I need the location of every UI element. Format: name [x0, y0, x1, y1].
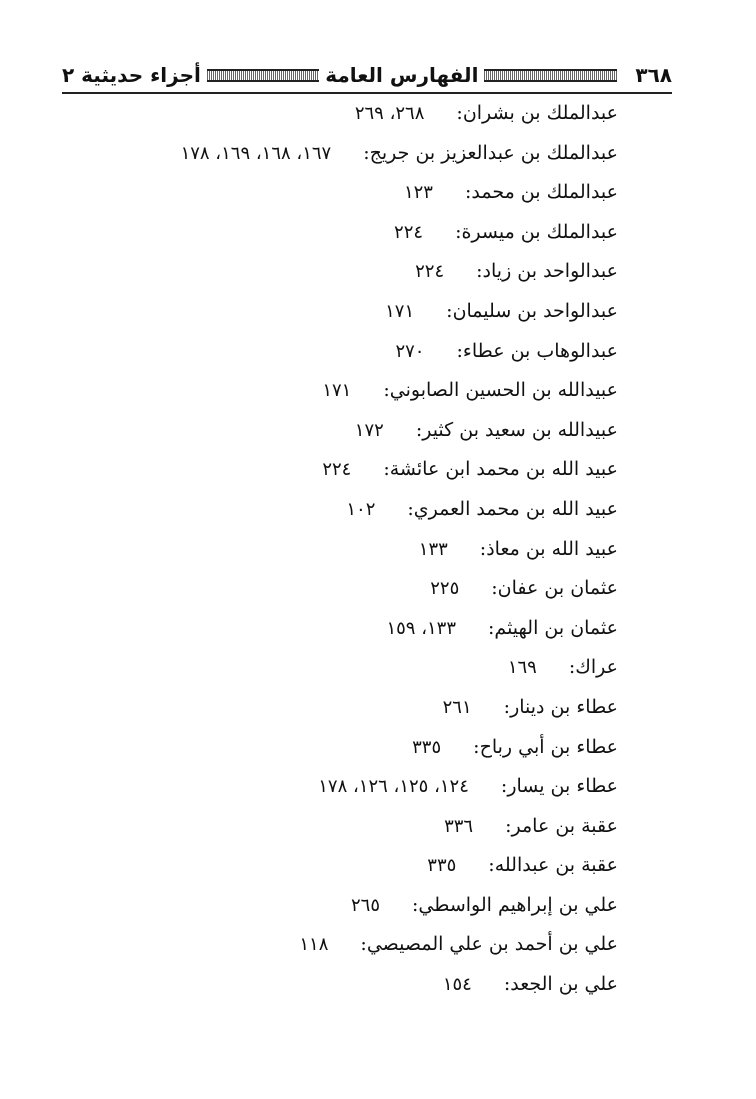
- entry-separator: :: [479, 537, 487, 560]
- entry-name: علي بن إبراهيم الواسطي: [418, 893, 618, 916]
- entry-name: عطاء بن يسار: [507, 775, 618, 798]
- index-entry: [58, 925, 618, 965]
- header-ornament-middle: [484, 69, 617, 82]
- entry-name: عبدالملك بن عبدالعزيز بن جريج: [369, 141, 618, 164]
- entry-pages: ١٣٣، ١٥٩: [386, 617, 457, 639]
- entry-separator: :: [503, 973, 511, 996]
- entry-pages: ١٢٤، ١٢٥، ١٢٦، ١٧٨: [318, 776, 469, 798]
- entry-name: عبيد الله بن محمد العمري: [413, 497, 618, 520]
- book-title: أجزاء حديثية ٢: [62, 63, 201, 87]
- entry-pages: ٢٢٤: [322, 459, 352, 481]
- entry-separator: :: [476, 260, 483, 283]
- entry-pages: ١٧١: [322, 380, 352, 402]
- entry-name: عبدالوهاب بن عطاء: [462, 339, 618, 362]
- entry-name: عبدالملك بن ميسرة: [461, 220, 618, 243]
- entry-separator: :: [407, 497, 414, 520]
- entry-pages: ٣٣٦: [444, 815, 474, 837]
- entry-separator: :: [491, 577, 498, 600]
- index-entry: [58, 688, 618, 728]
- index-entry: [58, 134, 618, 174]
- entry-name: عبيد الله بن معاذ: [486, 537, 618, 560]
- entry-name: عبدالملك بن محمد: [471, 181, 618, 204]
- entry-name: عراك: [575, 656, 618, 679]
- index-entry: [58, 411, 618, 451]
- section-title: الفهارس العامة: [325, 63, 479, 87]
- entry-pages: ٢٦١: [442, 696, 472, 718]
- entry-separator: :: [500, 775, 508, 798]
- index-entry: [58, 965, 618, 1005]
- entry-name: عبدالواحد بن سليمان: [452, 299, 618, 322]
- index-entry: [58, 767, 618, 807]
- index-entry: [58, 886, 618, 926]
- index-entry: [58, 213, 618, 253]
- entry-pages: ١٦٩: [507, 657, 537, 679]
- index-entry: [58, 450, 618, 490]
- entry-pages: ١٧٢: [354, 419, 384, 441]
- page-number: ٣٦٨: [635, 63, 672, 87]
- entry-pages: ١٠٢: [346, 498, 376, 520]
- entry-pages: ١٦٧، ١٦٨، ١٦٩، ١٧٨: [180, 142, 332, 164]
- entry-separator: :: [456, 102, 463, 124]
- entry-separator: :: [412, 893, 419, 916]
- entry-pages: ١٧١: [385, 300, 415, 322]
- entry-pages: ٢٢٤: [394, 221, 424, 243]
- entry-name: عطاء بن أبي رباح: [479, 735, 618, 758]
- entry-name: عبدالملك بن بشران: [462, 102, 618, 124]
- entry-name: عقبة بن عبدالله: [494, 854, 618, 877]
- entry-pages: ١٢٣: [403, 182, 433, 204]
- entry-name: علي بن أحمد بن علي المصيصي: [366, 933, 618, 956]
- entry-name: عبدالواحد بن زياد: [482, 260, 618, 283]
- header-ornament-left: [207, 69, 319, 82]
- index-entry: [58, 728, 618, 768]
- entry-pages: ٢٦٨، ٢٦٩: [354, 103, 425, 124]
- entry-pages: ٣٣٥: [427, 855, 457, 877]
- entry-name: عقبة بن عامر: [511, 814, 618, 837]
- index-entry: [58, 530, 618, 570]
- index-entry: [58, 173, 618, 213]
- entry-name: علي بن الجعد: [510, 973, 618, 996]
- page-header: [62, 58, 672, 92]
- entry-separator: :: [383, 379, 390, 402]
- entry-separator: :: [464, 181, 472, 204]
- entry-name: عبيد الله بن محمد ابن عائشة: [389, 458, 618, 481]
- entry-separator: :: [383, 458, 390, 481]
- entry-pages: ٣٣٥: [412, 736, 442, 758]
- entry-name: عثمان بن عفان: [497, 577, 618, 600]
- entry-name: عطاء بن دينار: [510, 695, 618, 718]
- entry-separator: :: [488, 854, 495, 877]
- entry-pages: ٢٢٤: [415, 261, 445, 283]
- entry-name: عثمان بن الهيثم: [494, 616, 618, 639]
- entry-pages: ٢٦٥: [351, 894, 381, 916]
- entry-separator: :: [446, 299, 453, 322]
- entry-separator: :: [455, 220, 462, 243]
- entry-separator: :: [505, 814, 512, 837]
- entry-separator: :: [360, 933, 367, 956]
- entry-name: عبيدالله بن سعيد بن كثير: [422, 418, 618, 441]
- index-entry: [58, 94, 618, 134]
- entry-pages: ١٥٤: [442, 974, 472, 996]
- entry-separator: :: [568, 656, 576, 679]
- entry-separator: :: [503, 695, 511, 718]
- entry-separator: :: [415, 418, 423, 441]
- index-entry: [58, 332, 618, 372]
- entry-separator: :: [473, 735, 480, 758]
- entry-pages: ٢٢٥: [430, 578, 460, 600]
- entry-separator: :: [363, 141, 370, 164]
- index-entry: [58, 807, 618, 847]
- index-entry: [58, 648, 618, 688]
- index-entry: [58, 371, 618, 411]
- entry-name: عبيدالله بن الحسين الصابوني: [389, 379, 618, 402]
- index-entry: [58, 292, 618, 332]
- entry-pages: ١١٨: [299, 934, 329, 956]
- entry-separator: :: [488, 616, 495, 639]
- entry-pages: ١٣٣: [418, 538, 448, 560]
- index-entry: [58, 569, 618, 609]
- index-entry: [58, 846, 618, 886]
- entry-separator: :: [456, 339, 463, 362]
- index-entry: [58, 490, 618, 530]
- index-entry: [58, 609, 618, 649]
- entry-pages: ٢٧٠: [395, 340, 425, 362]
- index-entry: [58, 252, 618, 292]
- index-list: [58, 94, 618, 1005]
